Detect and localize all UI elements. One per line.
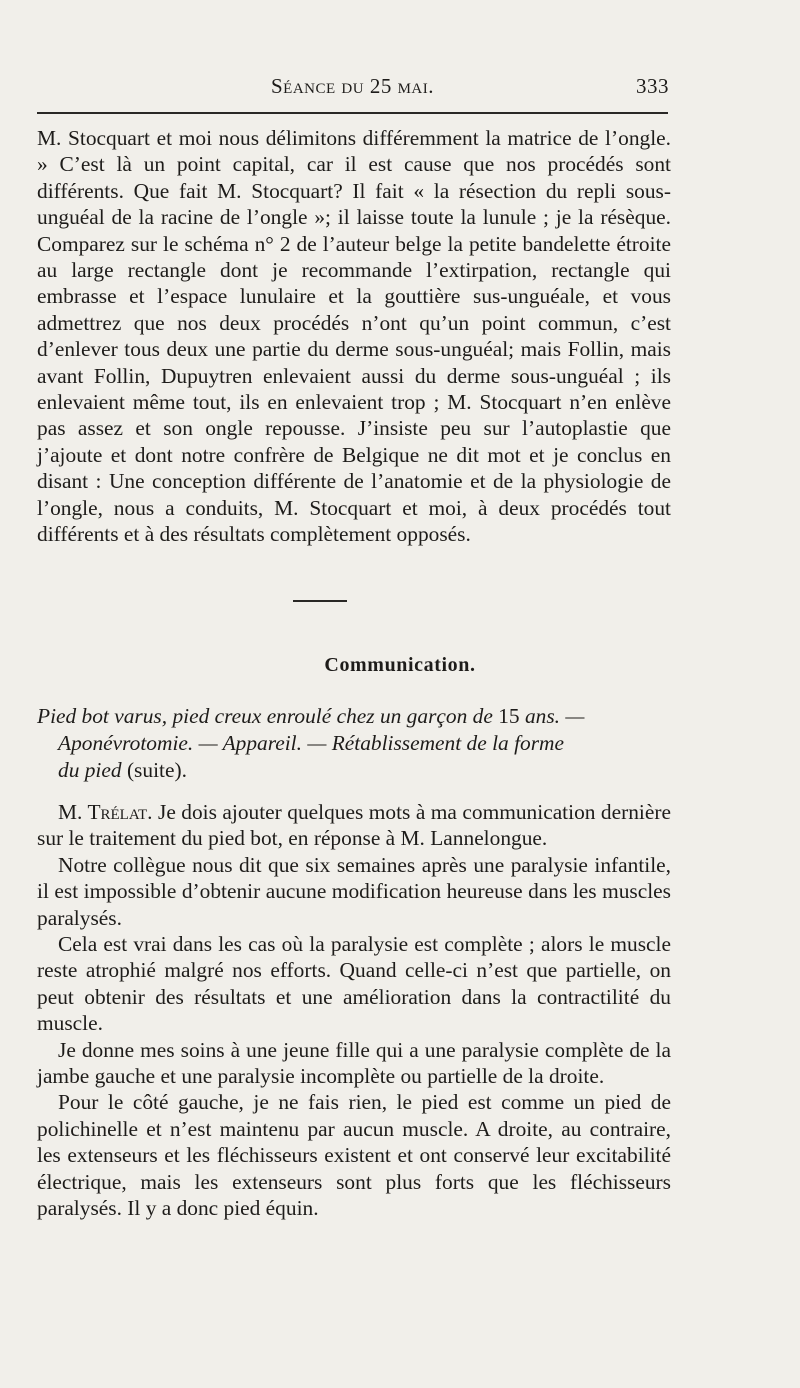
paragraph: Pour le côté gauche, je ne fais rien, le pied est comme un pied de polichinelle et n’est maintenu par aucun muscle. A droite, au contraire, les extenseurs et les fléchisseurs existent et ont conservé leur excitabilité électrique, mais les extenseurs sont plus forts que les fléchisseurs paralysés. Il y a donc pied équin.	[37, 1090, 671, 1221]
page-number: 333	[636, 74, 669, 98]
subject-title-line-1	[37, 703, 671, 730]
running-header	[36, 72, 669, 104]
subject-title-line-1-tail: ans. —	[524, 704, 585, 728]
subject-title-line-3	[37, 757, 671, 784]
subject-title-line-3-italic: du pied	[58, 758, 122, 782]
subject-title-line-3-suite: (suite).	[126, 758, 187, 782]
paragraph-text: Je dois ajouter quelques mots à ma communication dernière sur le traitement du pied bot, en réponse à M. Lannelongue.	[37, 800, 671, 851]
continued-text-block	[37, 125, 671, 548]
paragraph: Cela est vrai dans les cas où la paralysie est complète ; alors le muscle reste atrophié malgré nos efforts. Quand celle-ci n’est que partielle, on peut obtenir des résultats et une amélioration dans la contractilité du muscle.	[37, 932, 671, 1036]
section-separator-rule	[293, 600, 347, 602]
paragraph	[37, 799, 671, 852]
subject-title-line-1-text: Pied bot varus, pied creux enroulé chez un garçon de	[37, 704, 493, 728]
subject-title-line-2: Aponévrotomie. — Appareil. — Rétablissement de la forme	[58, 731, 564, 755]
communication-text-block	[37, 799, 671, 1222]
paragraph: Je donne mes soins à une jeune fille qui a une paralysie complète de la jambe gauche et une paralysie incomplète ou partielle de la droite.	[37, 1037, 671, 1089]
paragraph: M. Stocquart et moi nous délimitons différemment la matrice de l’ongle. » C’est là un point capital, car il est cause que nos procédés sont différents. Que fait M. Stocquart? Il fait « la résection du repli sous-unguéal de la racine de l’ongle »; il laisse toute la lunule ; je la résèque. Comparez sur le schéma n° 2 de l’auteur belge la petite bandelette étroite au large rectangle dont je recommande l’extirpation, rectangle qui embrasse et l’espace lunulaire et la gouttière sus-unguéale, et vous admettrez que nos deux procédés n’ont qu’un point commun, c’est d’enlever tous deux une partie du derme sous-unguéal; mais Follin, mais avant Follin, Dupuytren enlevaient aussi du derme sous-unguéal ; ils enlevaient même tout, ils en enlevaient trop ; M. Stocquart n’en enlève pas assez et son ongle repousse. J’insiste peu sur l’autoplastie que j’ajoute et dont notre confrère de Belgique ne dit mot et je conclus en disant : Une conception différente de l’anatomie et de la physiologie de l’ongle, nous a conduits, M. Stocquart et moi, à deux procédés tout différents et à des résultats complètement opposés.	[37, 126, 671, 547]
section-heading: Communication.	[324, 654, 476, 676]
paragraph: Notre collègue nous dit que six semaines après une paralysie infantile, il est impossible d’obtenir aucune modification heureuse dans les muscles paralysés.	[37, 852, 671, 930]
running-title: Séance du 25 mai.	[271, 74, 435, 98]
speaker-name: M. Trélat.	[58, 800, 153, 824]
header-rule	[37, 112, 668, 114]
subject-age-number: 15	[498, 704, 520, 728]
communication-subject-title	[37, 703, 671, 784]
